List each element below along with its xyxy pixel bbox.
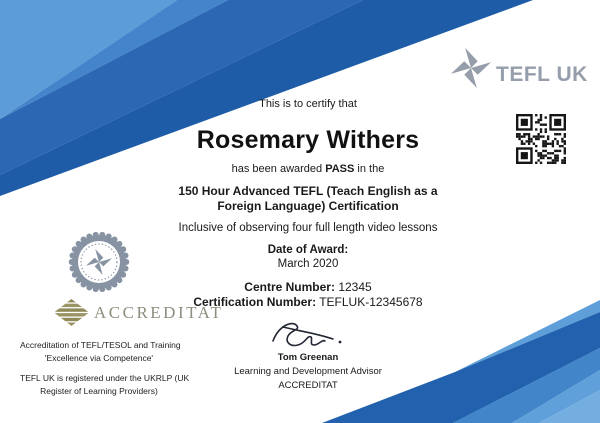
signature-scribble	[266, 316, 350, 350]
accreditation-line: Accreditation of TEFL/TESOL and Training	[20, 340, 181, 350]
award-line	[174, 163, 442, 175]
certification-number-label: Certification Number:	[193, 295, 317, 309]
centre-number-label: Centre Number:	[244, 280, 335, 294]
award-suffix: in the	[357, 163, 385, 175]
award-result: PASS	[325, 163, 355, 175]
qr-code	[516, 114, 566, 164]
date-of-award-label: Date of Award:	[267, 244, 349, 256]
accreditat-seal-icon	[68, 231, 130, 293]
tefluk-logo-text: TEFL UK	[496, 63, 588, 86]
centre-number-line	[174, 280, 442, 294]
centre-number-value: 12345	[338, 280, 372, 294]
signatory-name: Tom Greenan	[277, 352, 339, 363]
course-title-line1: 150 Hour Advanced TEFL (Teach English as a	[178, 184, 438, 198]
certification-number-value: TEFLUK-12345678	[319, 295, 423, 309]
signatory-title: Learning and Development Advisor	[234, 366, 382, 377]
signatory-org: ACCREDITAT	[278, 380, 338, 391]
award-prefix: has been awarded	[231, 163, 323, 175]
accreditation-line: 'Excellence via Competence'	[44, 353, 154, 363]
course-title-line2: Foreign Language) Certification	[217, 199, 399, 213]
recipient-name: Rosemary Withers	[196, 126, 420, 154]
accreditat-diamond-icon	[54, 299, 89, 326]
accreditation-line: Register of Learning Providers)	[40, 386, 158, 396]
intro-line: This is to certify that	[259, 98, 357, 110]
tefluk-star-icon	[450, 44, 492, 92]
certification-number-line	[174, 295, 442, 309]
inclusive-note: Inclusive of observing four full length video lessons	[178, 222, 438, 234]
accreditation-line: TEFL UK is registered under the UKRLP (UK	[20, 373, 190, 383]
date-of-award-value: March 2020	[277, 258, 339, 270]
accreditat-logo-text: ACCREDITAT	[94, 303, 224, 322]
